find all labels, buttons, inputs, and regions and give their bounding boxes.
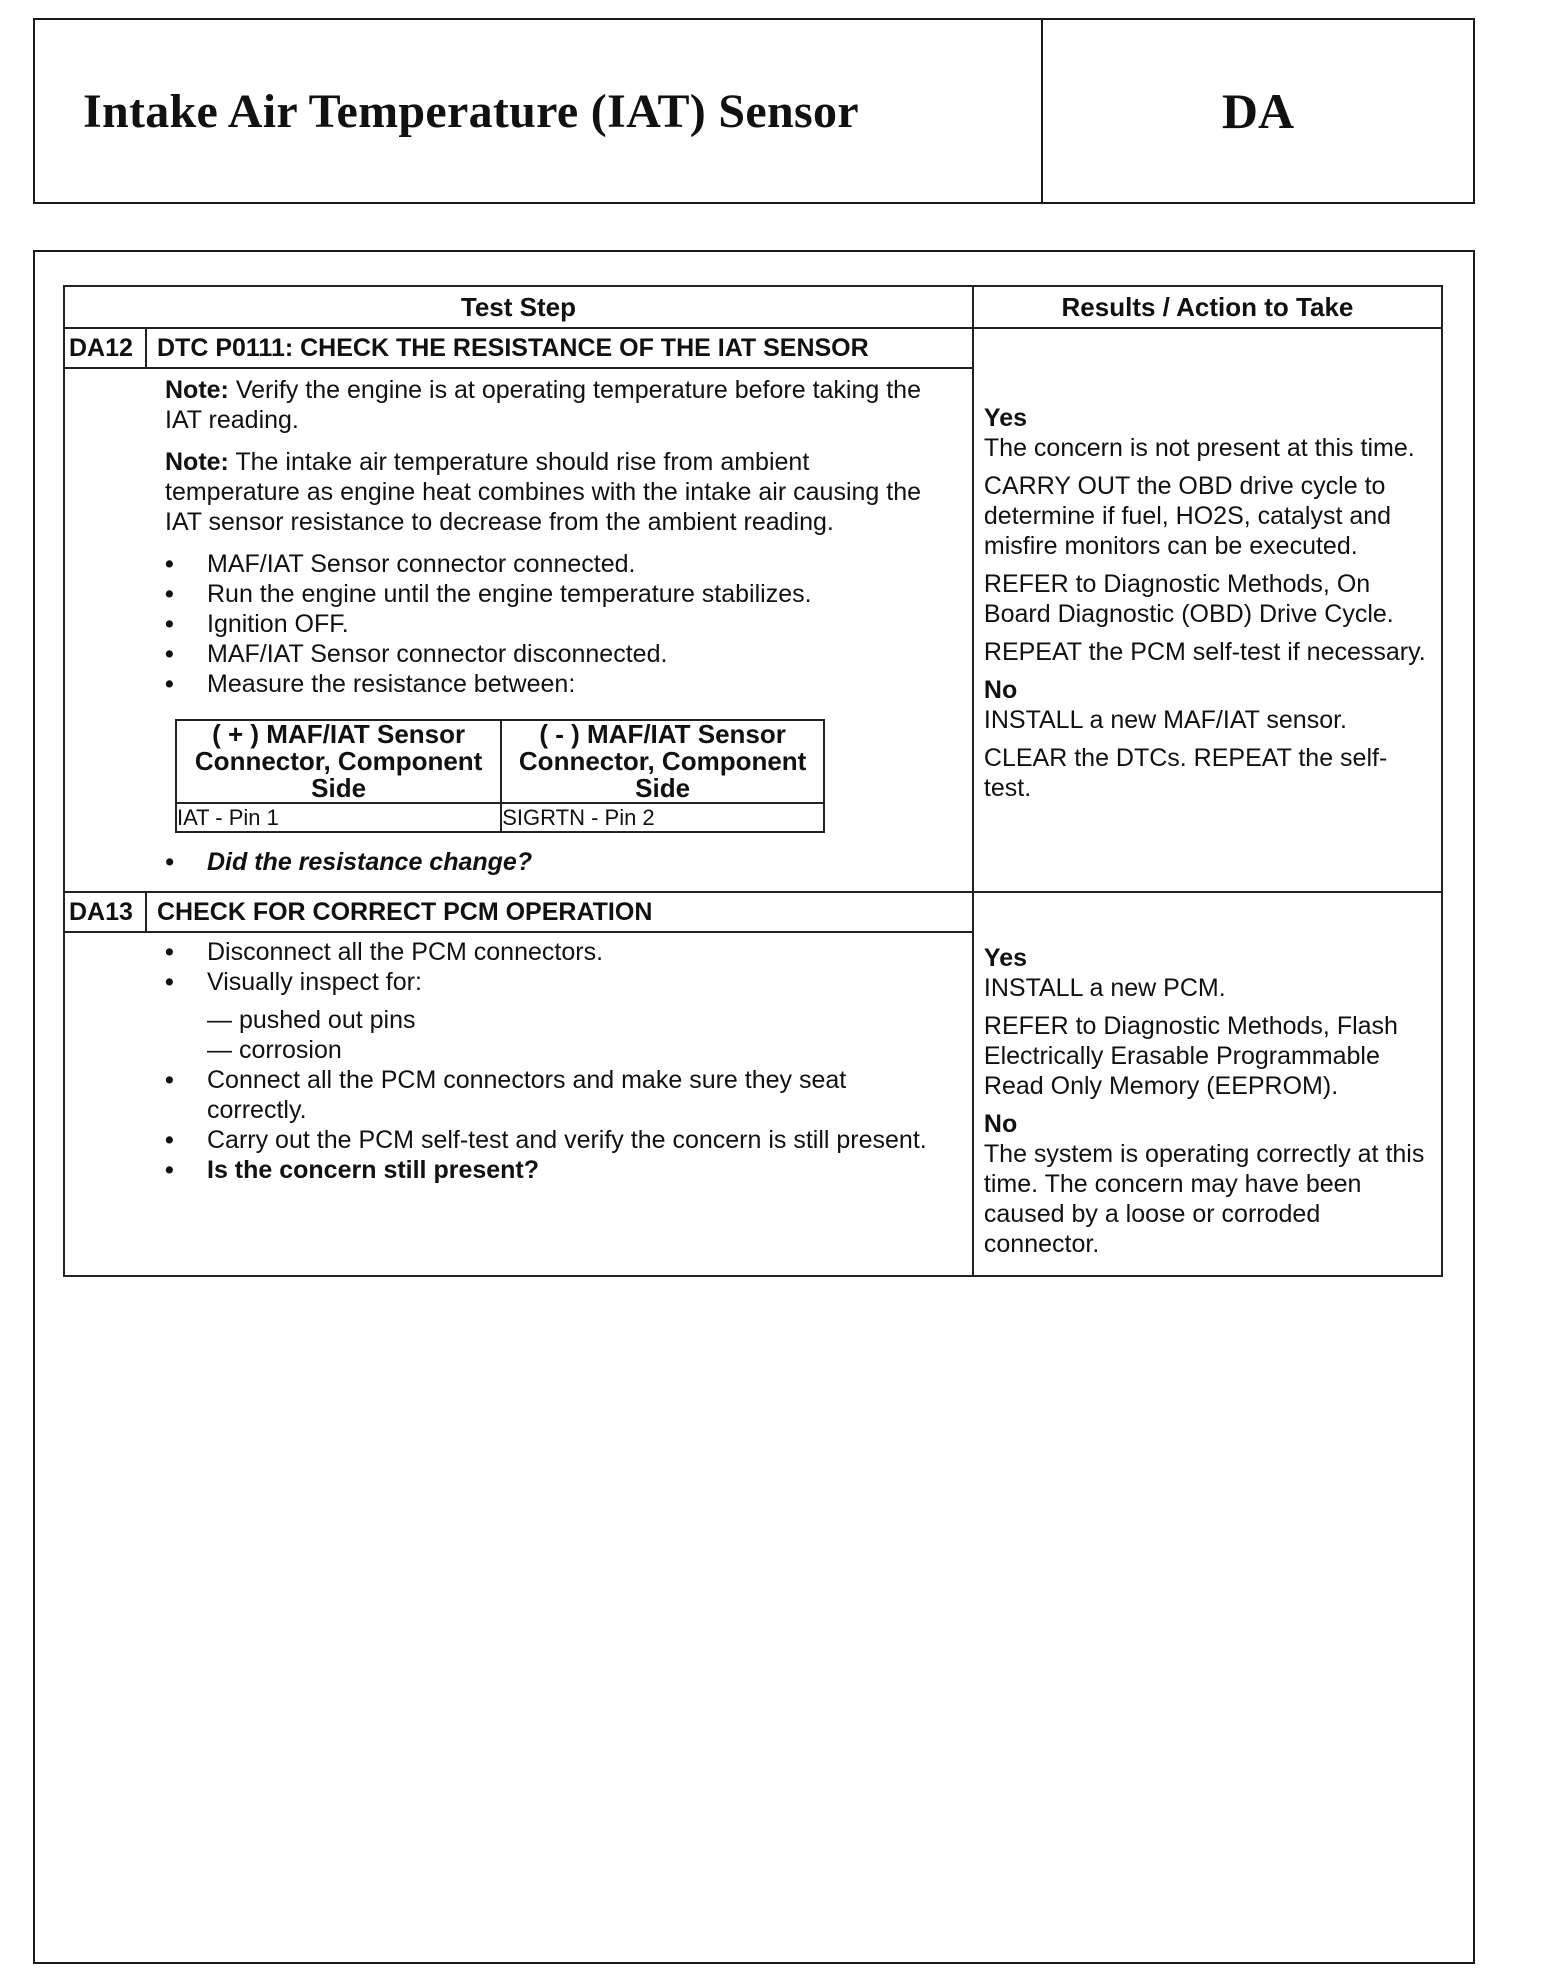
step-title: DTC P0111: CHECK THE RESISTANCE OF THE IAT SENSOR <box>157 334 869 362</box>
note-text: The intake air temperature should rise from ambient temperature as engine heat combines with the intake air causing the IAT sensor resistance to decrease from the ambient reading. <box>165 448 922 536</box>
step-question: • Did the resistance change? <box>165 847 932 877</box>
result-text: The concern is not present at this time. <box>983 434 1415 462</box>
sub-item: — pushed out pins <box>207 1005 932 1035</box>
result-text: The system is operating correctly at this time. The concern may have been caused by a loose or corroded connector. <box>983 1140 1425 1258</box>
result-text: REFER to Diagnostic Methods, On Board Diagnostic (OBD) Drive Cycle. <box>983 570 1394 628</box>
list-item: • Connect all the PCM connectors and make sure they seat correctly. <box>165 1065 932 1125</box>
step-row-da12 <box>64 328 1442 892</box>
note <box>165 375 932 435</box>
list-item: • Measure the resistance between: <box>165 669 932 699</box>
result-text: CARRY OUT the OBD drive cycle to determine if fuel, HO2S, catalyst and misfire monitors can be executed. <box>983 472 1392 560</box>
list-item: • MAF/IAT Sensor connector connected. <box>165 549 932 579</box>
section-code-cell <box>1043 20 1473 202</box>
col-header-test-step: Test Step <box>64 286 973 328</box>
yes-label: Yes <box>983 404 1028 432</box>
pin-measurement-table <box>175 719 825 833</box>
pin-positive: IAT - Pin 1 <box>176 803 501 832</box>
note-text: Verify the engine is at operating temperature before taking the IAT reading. <box>165 376 921 434</box>
pin-header-negative: ( - ) MAF/IAT Sensor Connector, Component Side <box>501 720 824 803</box>
step-question: • Is the concern still present? <box>165 1155 932 1185</box>
step-heading <box>65 893 972 931</box>
yes-label: Yes <box>983 944 1028 972</box>
pin-header-positive: ( + ) MAF/IAT Sensor Connector, Component Side <box>176 720 501 803</box>
test-step-table <box>63 285 1443 1277</box>
step-body <box>65 367 972 891</box>
table-header-row <box>64 286 1442 328</box>
list-item: • MAF/IAT Sensor connector disconnected. <box>165 639 932 669</box>
list-item: • Run the engine until the engine temperature stabilizes. <box>165 579 932 609</box>
spacer <box>984 341 1433 403</box>
step-body <box>65 931 972 1199</box>
instruction-list <box>165 1065 932 1185</box>
pin-table-row <box>176 803 824 832</box>
list-item: • Visually inspect for: <box>165 967 932 997</box>
no-label: No <box>983 1110 1018 1138</box>
col-header-results: Results / Action to Take <box>973 286 1442 328</box>
step-id: DA12 <box>65 329 147 367</box>
page-title: Intake Air Temperature (IAT) Sensor <box>83 84 859 138</box>
pin-table-header <box>176 720 824 803</box>
step-id: DA13 <box>65 893 147 931</box>
step-heading <box>65 329 972 367</box>
note <box>165 447 932 537</box>
result-cell-da12 <box>973 328 1442 892</box>
step-cell-da12 <box>64 328 973 892</box>
result-text: CLEAR the DTCs. REPEAT the self-test. <box>983 744 1388 802</box>
instruction-list <box>165 549 932 699</box>
result-text: REFER to Diagnostic Methods, Flash Electrically Erasable Programmable Read Only Memory (EEPROM). <box>983 1012 1398 1100</box>
results-block <box>974 329 1441 819</box>
result-text: INSTALL a new MAF/IAT sensor. <box>983 706 1348 734</box>
section-code: DA <box>1221 83 1295 139</box>
list-item: • Carry out the PCM self-test and verify the concern is still present. <box>165 1125 932 1155</box>
no-label: No <box>983 676 1018 704</box>
instruction-list <box>165 937 932 997</box>
result-cell-da13 <box>973 892 1442 1276</box>
spacer <box>984 905 1433 943</box>
title-cell <box>35 20 1043 202</box>
step-title: CHECK FOR CORRECT PCM OPERATION <box>157 898 653 926</box>
result-text: INSTALL a new PCM. <box>983 974 1226 1002</box>
sub-item: — corrosion <box>207 1035 932 1065</box>
result-text: REPEAT the PCM self-test if necessary. <box>983 638 1426 666</box>
inspection-sublist <box>165 1005 932 1065</box>
list-item: • Disconnect all the PCM connectors. <box>165 937 932 967</box>
step-row-da13 <box>64 892 1442 1276</box>
note-label: Note: <box>165 376 229 404</box>
results-block <box>974 893 1441 1275</box>
pin-negative: SIGRTN - Pin 2 <box>501 803 824 832</box>
step-cell-da13 <box>64 892 973 1276</box>
note-label: Note: <box>165 448 229 476</box>
question-list <box>165 847 932 877</box>
page-header <box>33 18 1475 204</box>
list-item: • Ignition OFF. <box>165 609 932 639</box>
